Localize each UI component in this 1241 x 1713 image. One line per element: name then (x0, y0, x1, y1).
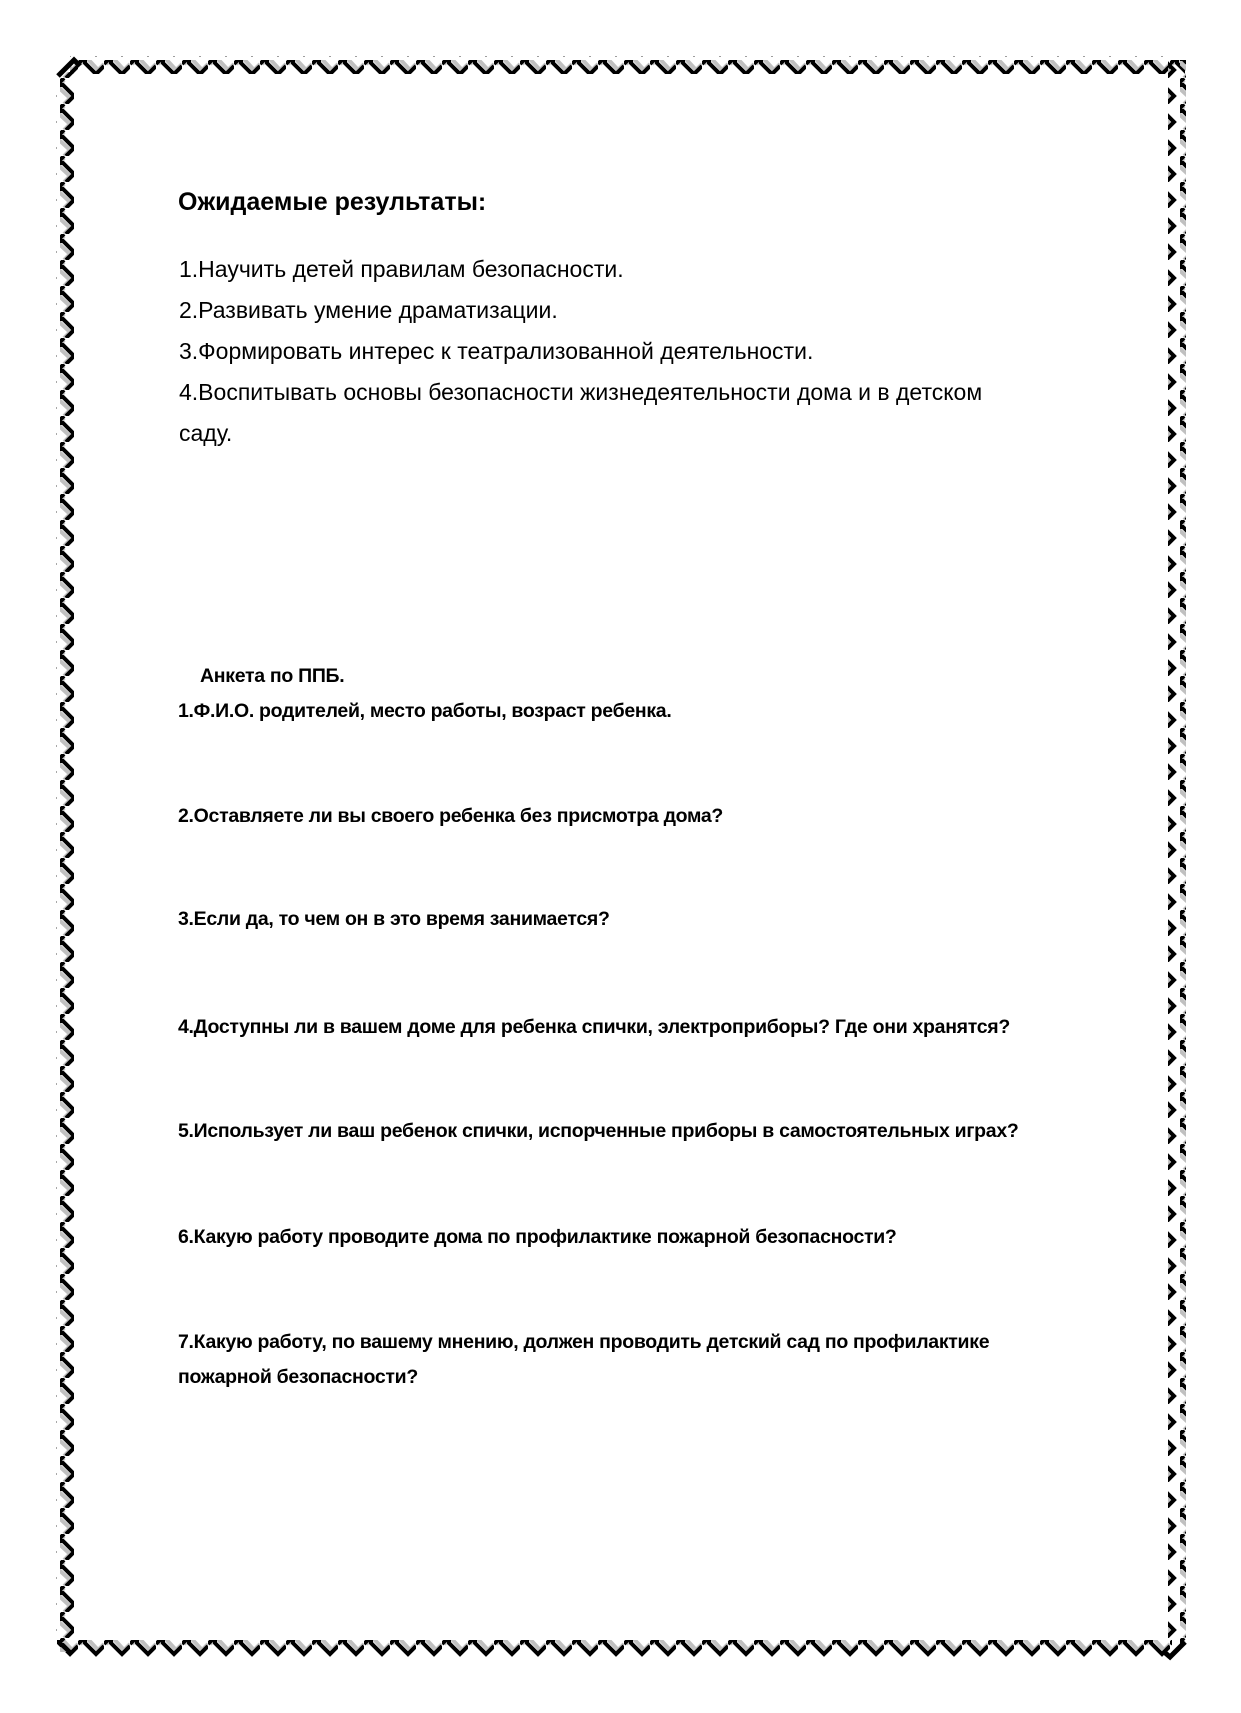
question-item: 5.Использует ли ваш ребенок спички, испорченные приборы в самостоятельных играх? (178, 1120, 1019, 1142)
question-item: 4.Доступны ли в вашем доме для ребенка спички, электроприборы? Где они хранятся? (178, 1016, 1010, 1038)
border-bottom (57, 1640, 1172, 1658)
questionnaire-title: Анкета по ППБ. (200, 665, 345, 687)
border-top (70, 56, 1185, 74)
question-item: 7.Какую работу, по вашему мнению, должен проводить детский сад по профилактике (178, 1331, 990, 1353)
expected-result-item-continued: саду. (179, 420, 233, 446)
expected-result-item: 4.Воспитывать основы безопасности жизнедеятельности дома и в детском (179, 379, 983, 405)
question-item: 6.Какую работу проводите дома по профилактике пожарной безопасности? (178, 1226, 897, 1248)
expected-results-heading: Ожидаемые результаты: (178, 188, 487, 216)
question-item: 3.Если да, то чем он в это время занимается? (178, 908, 610, 930)
border-left (56, 72, 74, 1652)
expected-result-item: 1.Научить детей правилам безопасности. (179, 256, 624, 282)
border-right (1168, 60, 1186, 1645)
expected-result-item: 2.Развивать умение драматизации. (179, 297, 558, 323)
question-item: 2.Оставляете ли вы своего ребенка без присмотра дома? (178, 805, 724, 827)
expected-result-item: 3.Формировать интерес к театрализованной деятельности. (179, 338, 814, 364)
question-item-continued: пожарной безопасности? (178, 1366, 418, 1388)
question-item: 1.Ф.И.О. родителей, место работы, возраст ребенка. (178, 700, 672, 722)
